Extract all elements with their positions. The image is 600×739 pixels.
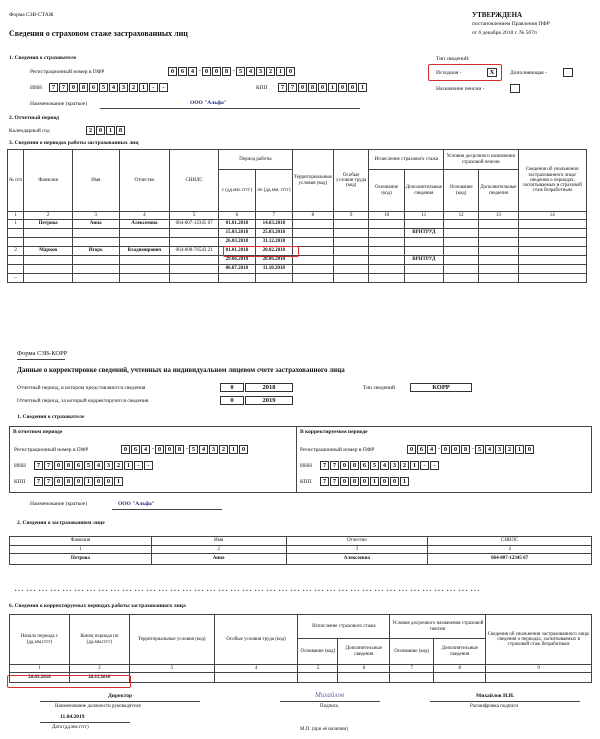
korr-section-person: 2. Сведения о застрахованном лице	[17, 520, 105, 526]
h6-end: Конец периода по (дд.мм.гггг)	[69, 615, 129, 665]
h6-start: Начало периода с (дд.мм.гггг)	[10, 615, 70, 665]
approved-date: от 6 декабря 2018 г. № 507п	[472, 30, 537, 36]
inn-cells: 7 7 0 8 6 5 4 3 2 1 - -	[49, 83, 169, 92]
initial-checkbox[interactable]: X	[487, 68, 497, 77]
korr-name-label: Наименование (краткое)	[30, 501, 88, 507]
period1-quarter: 0	[220, 383, 244, 392]
section-insurer: 1. Сведения о страхователе	[9, 55, 77, 61]
h-basis: Основание (код)	[369, 170, 404, 212]
korr-kpp-label-right: КПП	[300, 479, 312, 485]
h-extra: Дополнительные сведения	[404, 170, 443, 212]
company-name: ООО "Альфа"	[190, 100, 227, 106]
h-to: по (дд.мм. гггг)	[255, 170, 292, 212]
korr-type-value: КОРР	[410, 383, 472, 392]
period1-year: 2018	[245, 383, 293, 392]
h-special: Особые условия труда (код)	[333, 150, 369, 212]
signature-decode-label: Расшифровка подписи	[470, 704, 518, 709]
korr-section-insurer: 1. Сведения о страхователе	[17, 414, 85, 420]
h-snils: СНИЛС	[170, 150, 219, 212]
h-period: Период работы	[218, 150, 292, 170]
right-head: В корректируемом периоде	[300, 429, 368, 435]
h6-calc: Исчисление страхового стажа	[298, 615, 390, 639]
table-row: ...	[8, 274, 587, 283]
sign-date: 11.04.2019	[60, 714, 85, 720]
approved-by: постановлением Правления ПФР	[472, 21, 550, 27]
korr-inn-label-left: ИНН	[14, 463, 26, 469]
document-title: Сведения о страховом стаже застрахованных лиц	[9, 29, 188, 38]
h-num: № п/п	[8, 150, 24, 212]
form-title: Форма СЗВ-СТАЖ	[9, 12, 54, 18]
reg-label: Регистрационный номер в ПФР	[30, 69, 105, 75]
h-from: с (дд.мм. гггг)	[218, 170, 255, 212]
table-row: 2 Марков Игорь Владимирович 064-008-76543 21 01.01.2018 20.02.2018	[8, 247, 587, 256]
korr-reg-label-left: Регистрационный номер в ПФР	[14, 447, 89, 453]
work-periods-table	[7, 149, 587, 283]
table-row: 29.06.2018 28.06.2018 ВРНТРУД	[8, 256, 587, 265]
korr-section-periods: 6. Сведения о корректируемых периодах работы застрахованного лица	[9, 603, 186, 609]
date-label: Дата (дд.мм.гггг)	[52, 725, 89, 730]
h-early: Условия досрочного назначения страховой пенсии	[444, 150, 519, 170]
signature: Михайлов	[315, 691, 345, 699]
korr-reg-cells-left: 0 6 4 - 0 0 8 - 5 4 3 2 1 0	[121, 445, 249, 454]
section-work-periods: 3. Сведения о периодах работы застрахованных лиц	[9, 140, 139, 146]
h-calc: Исчисление страхового стажа	[369, 150, 444, 170]
table-row: 26.03.2018 28.11.2018	[10, 673, 592, 683]
reg-number-cells: 0 6 4 - 0 0 8 - 5 4 3 2 1 0	[168, 67, 296, 76]
korr-type-label: Тип сведений	[363, 385, 395, 391]
kpp-label: КПП	[256, 85, 268, 91]
kpp-cells: 7 7 0 8 0 1 0 0 1	[278, 83, 368, 92]
h-surname: Фамилия	[24, 150, 73, 212]
year-label: Календарный год	[9, 128, 50, 134]
year-cells: 2 0 1 8	[86, 126, 126, 135]
period-highlight-stazh	[223, 246, 299, 257]
separator-dots: ………………………………………………………………………………………………………	[14, 583, 482, 594]
pension-label: Назначение пенсии -	[436, 86, 485, 92]
table-row: 06.07.2018 11.10.2018	[8, 265, 587, 274]
position-label: Наименование должности руководителя	[55, 704, 141, 709]
signature-decode: Михайлов И.И.	[476, 693, 515, 699]
h-basis2: Основание (код)	[444, 170, 479, 212]
inn-label: ИНН	[30, 85, 42, 91]
h-terr: Территориальные условия (код)	[292, 150, 333, 212]
period2-year: 2019	[245, 396, 293, 405]
korr-reg-cells-right: 0 6 4 - 0 0 8 - 5 4 3 2 1 0	[407, 445, 535, 454]
h6-terr: Территориальные условия (код)	[129, 615, 214, 665]
h-name: Имя	[73, 150, 119, 212]
korr-kpp-label-left: КПП	[14, 479, 26, 485]
name-label: Наименование (краткое)	[30, 101, 88, 107]
korr-document-title: Данные о корректировке сведений, учтенных на индивидуальном лицевом счете застрахованного лица	[17, 366, 345, 374]
h6-special: Особые условия труда (код)	[214, 615, 298, 665]
supplement-label: Дополняющая -	[510, 70, 547, 76]
h6-early: Условия досрочного назначения страховой пенсии	[390, 615, 486, 639]
type-label: Тип сведений:	[436, 56, 470, 62]
column-numbers: 1 2 3 4 5 6 7 8 9 10 11 12 13 14	[8, 212, 587, 220]
korr-inn-label-right: ИНН	[300, 463, 312, 469]
period-highlight-korr	[7, 675, 131, 688]
stamp-label: М.П. (при её наличии)	[300, 727, 348, 732]
h-extra2: Дополнительные сведения	[479, 170, 518, 212]
korr-kpp-cells-left: 7 7 0 8 0 1 0 0 1	[34, 477, 124, 486]
korr-inn-cells-right: 7 7 0 8 6 5 4 3 2 1 - -	[320, 461, 440, 470]
period2-quarter: 0	[220, 396, 244, 405]
section-period: 2. Отчетный период	[9, 115, 59, 121]
left-head: В отчетном периоде	[13, 429, 63, 435]
table-row: 26.03.2018 31.12.2018	[8, 238, 587, 247]
signature-label: Подпись	[320, 704, 339, 709]
period2-label: Отчетный период, за который корректируются сведения	[17, 398, 149, 404]
table-row: 15.03.2018 25.03.2018 ВРНТРУД	[8, 229, 587, 238]
person-table: Фамилия Имя Отчество СНИЛС 1 2 3 4 Петрова Анна Алексеевна 064-007-12345 67	[9, 536, 592, 565]
approved-label: УТВЕРЖДЕНА	[472, 11, 523, 19]
korr-kpp-cells-right: 7 7 0 8 0 1 0 0 1	[320, 477, 410, 486]
korr-form-title: Форма СЗВ-КОРР	[17, 350, 68, 357]
korr-company-name: ООО "Альфа"	[118, 501, 155, 507]
h-patronymic: Отчество	[119, 150, 170, 212]
korr-reg-label-right: Регистрационный номер в ПФР	[300, 447, 375, 453]
supplement-checkbox[interactable]	[563, 68, 573, 77]
position: Директор	[108, 693, 133, 699]
table-row: 1 Петрова Анна Алексеевна 064-007-12345 67 01.01.2018 14.03.2018	[8, 220, 587, 229]
korr-column-numbers: 1 2 3 4 5 6 7 8 9	[10, 665, 592, 673]
pension-checkbox[interactable]	[510, 84, 520, 93]
period1-label: Отчетный период, в котором представляются сведения	[17, 385, 146, 391]
h-dismissal: Сведения об увольнении застрахованного лица/ сведения о периодах, засчитываемых в страховой стаж безработным	[518, 150, 586, 212]
korr-inn-cells-left: 7 7 0 8 6 5 4 3 2 1 - -	[34, 461, 154, 470]
korr-periods-table: Начало периода с (дд.мм.гггг) Конец периода по (дд.мм.гггг) Территориальные условия (код) Особые условия труда (код) Исчисление страхового стажа Условия досрочного назначения страховой пенсии Сведения об увольнении застрахованного лица/ сведения о периодах, засчитываемых в страховой стаж безработным Основание (код) Дополнительные сведения Основание (код) Дополнительные сведения 1 2 3 4 5 6 7 8 9 26.03.2018 28.11.2018	[9, 614, 592, 683]
initial-highlight	[428, 64, 502, 81]
initial-label: Исходная -	[436, 70, 462, 76]
h6-dismissal: Сведения об увольнении застрахованного лица/ сведения о периодах, засчитываемых в страховой стаж безработным	[486, 615, 592, 665]
